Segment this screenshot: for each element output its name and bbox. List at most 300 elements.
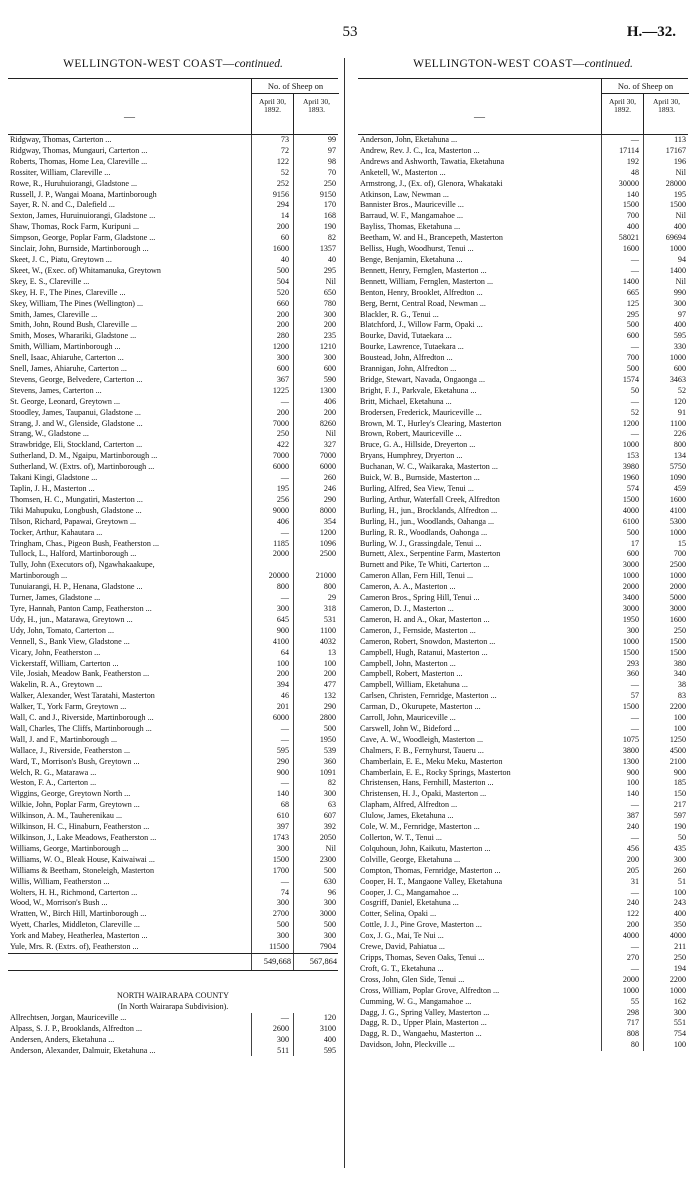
sheep-1892: 3000 (622, 603, 639, 613)
sheep-1893: 1250 (669, 734, 686, 744)
table-row (358, 582, 688, 593)
owner-name: Armstrong, J., (Ex. of), Glenora, Whakataki (360, 178, 503, 188)
sheep-1893: 600 (323, 364, 336, 374)
owner-name: Campbell, William, Eketahuna ... (360, 680, 468, 690)
owner-name: Stoodley, James, Taupanui, Gladstone ... (10, 407, 141, 417)
sheep-1892: 31 (630, 876, 639, 886)
owner-name: Cameron, J., Fernside, Masterton ... (360, 625, 476, 635)
sheep-1893: 1100 (670, 418, 686, 428)
sheep-1893: 98 (327, 156, 336, 166)
table-row (8, 855, 338, 866)
sheep-1893: 194 (673, 963, 686, 973)
sheep-1892: — (280, 734, 289, 744)
sheep-1892: 1500 (622, 647, 639, 657)
table-row (8, 680, 338, 691)
right-column (358, 58, 688, 1051)
sheep-1893: 134 (673, 451, 686, 461)
table-row (8, 299, 338, 310)
sheep-1892: — (280, 396, 289, 406)
sheep-1893: 900 (673, 767, 686, 777)
sheep-1892: 201 (276, 702, 289, 712)
total-1893: 567,864 (309, 956, 337, 966)
owner-name: Bright, F. J., Parkvale, Eketahuna ... (360, 385, 477, 395)
section-subtitle-text: (In North Wairarapa Subdivision). (117, 1001, 229, 1011)
sheep-1893: 100 (673, 887, 686, 897)
owner-name: Chamberlain, E. E., Meku Meku, Masterton (360, 756, 503, 766)
owner-name: Burnett, Alex., Serpentine Farm, Masterton (360, 549, 501, 559)
owner-name: Ward, T., Morrison's Bush, Greytown ... (10, 756, 140, 766)
sheep-1892: 1075 (622, 734, 639, 744)
owner-name: Croft, G. T., Eketahuna ... (360, 963, 444, 973)
sheep-1892: 6000 (272, 462, 289, 472)
table-row (358, 1008, 688, 1019)
sheep-1892: — (630, 135, 639, 144)
owner-name: Andrew, Rev. J. C., Ica, Masterton ... (360, 145, 480, 155)
sheep-1893: 600 (673, 364, 686, 374)
owner-name: Smith, William, Martinborough ... (10, 342, 121, 352)
table-row (358, 757, 688, 768)
sheep-1893: 340 (673, 669, 686, 679)
owner-name: Cooper, H. T., Mangaone Valley, Eketahuna (360, 876, 503, 886)
sheep-1892: — (280, 1012, 289, 1022)
owner-name: Dagg, R. D., Upper Plain, Masterton ... (360, 1018, 487, 1028)
sheep-1893: 28000 (665, 178, 686, 188)
table-row (8, 506, 338, 517)
sheep-1892: 574 (626, 484, 639, 493)
sheep-1892: 200 (626, 854, 639, 864)
table-row (8, 768, 338, 779)
owner-name: Campbell, Robert, Masterton ... (360, 669, 463, 679)
owner-name: Ridgway, Thomas, Mungauri, Carterton ... (10, 145, 148, 155)
table-row (8, 724, 338, 735)
sheep-1892: 200 (276, 407, 289, 417)
table-row (358, 266, 688, 277)
sheep-1893: 551 (673, 1018, 686, 1028)
owner-name: Bourke, Lawrence, Tutaekara ... (360, 342, 464, 352)
table-row (358, 833, 688, 844)
owner-name: Christensen, Hans, Fernhill, Masterton ... (360, 778, 494, 788)
sheep-1893: 2200 (669, 974, 686, 984)
owner-name: Campbell, Hugh, Ratanui, Masterton ... (360, 647, 488, 657)
owner-name: Yule, Mrs. R. (Extrs. of), Featherston ... (10, 942, 139, 952)
right-column-title (358, 58, 688, 78)
table-row (358, 724, 688, 735)
table-row (8, 571, 338, 582)
sheep-1893: 4500 (669, 745, 686, 755)
table-row (8, 713, 338, 724)
table-row (358, 855, 688, 866)
owner-name: Wratten, W., Birch Hill, Martinborough ... (10, 909, 147, 919)
owner-name: Martinborough ... (10, 571, 68, 581)
sheep-1893: 700 (673, 549, 686, 559)
sheep-1893: 754 (673, 1029, 686, 1039)
table-row (8, 757, 338, 768)
table-row (8, 397, 338, 408)
sheep-1892: 808 (626, 1029, 639, 1039)
owner-name: Shaw, Thomas, Rock Farm, Kuripuni ... (10, 222, 140, 232)
table-row (8, 310, 338, 321)
table-row (358, 735, 688, 746)
owner-name: Bannister Bros., Mauriceville ... (360, 200, 464, 210)
table-row (358, 964, 688, 975)
sheep-1892: 1743 (272, 833, 289, 842)
sheep-1893: 97 (327, 145, 336, 155)
sheep-1892: 1950 (622, 614, 639, 624)
table-row (358, 800, 688, 811)
sheep-1893: 595 (323, 1045, 336, 1055)
owner-name: Bennett, William, Fernglen, Masterton ... (360, 276, 494, 286)
owner-name: Chamberlain, E. E., Rocky Springs, Masterton (360, 767, 511, 777)
table-row (8, 800, 338, 811)
sheep-1892: 48 (630, 167, 639, 177)
sheep-1893: 4100 (669, 505, 686, 515)
sheep-1892: — (630, 429, 639, 439)
sheep-1892: 2000 (272, 549, 289, 559)
table-row (358, 440, 688, 451)
sheep-1892: 100 (626, 778, 639, 788)
table-row (8, 1046, 338, 1057)
table-row (358, 244, 688, 255)
sheep-1893: 120 (673, 396, 686, 406)
owner-name: Beetham, W. and H., Brancepeth, Masterton (360, 233, 503, 243)
sheep-1893: 1100 (320, 625, 336, 635)
table-row (358, 517, 688, 528)
owner-name: Burling, Arthur, Waterfall Creek, Alfredton (360, 494, 500, 504)
sheep-1892: 900 (626, 767, 639, 777)
sheep-1893: Nil (325, 843, 336, 853)
sheep-1893: 132 (323, 691, 336, 701)
sheep-1892: 394 (276, 680, 289, 690)
sheep-1892: 122 (626, 909, 639, 919)
sheep-1893: 300 (673, 854, 686, 864)
page-reference: H.—32. (626, 24, 676, 40)
owner-name: Wall, J. and F., Martinborough ... (10, 734, 118, 744)
sheep-1893: 1500 (669, 647, 686, 657)
sheep-1892: 422 (276, 440, 289, 450)
table-row (8, 888, 338, 899)
sheep-1892: — (280, 473, 289, 483)
sheep-1893: 327 (323, 440, 336, 450)
sheep-1892: 20000 (268, 571, 289, 581)
sheep-1893: 2000 (669, 582, 686, 592)
sheep-1892: — (280, 876, 289, 886)
owner-name: Tilson, Richard, Papawai, Greytown ... (10, 516, 137, 526)
sheep-1892: 125 (626, 298, 639, 308)
table-row (8, 451, 338, 462)
sheep-1892: 397 (276, 822, 289, 832)
owner-name: Tyre, Hannah, Panton Camp, Featherston ... (10, 603, 152, 613)
sheep-1893: 50 (677, 833, 686, 842)
sheep-1893: 63 (327, 800, 336, 810)
sheep-1892: — (630, 723, 639, 733)
owner-name: Vennell, S., Bank View, Gladstone ... (10, 636, 130, 646)
owner-name: Wood, W., Morrison's Bush ... (10, 898, 108, 908)
column-divider (344, 58, 345, 1168)
owner-name: Cumming, W. G., Mangamahoe ... (360, 996, 472, 1006)
sheep-1892: — (630, 800, 639, 810)
table-row (358, 560, 688, 571)
sheep-1893: 190 (323, 222, 336, 232)
sheep-1892: 1200 (272, 342, 289, 352)
sheep-1893: 300 (323, 931, 336, 941)
table-row (8, 429, 338, 440)
sheep-1893: 539 (323, 745, 336, 755)
sheep-1892: 240 (626, 898, 639, 908)
owner-name: Burling, H., jun., Woodlands, Oahanga ... (360, 516, 495, 526)
owner-name: Vickerstaff, William, Carterton ... (10, 658, 119, 668)
sheep-1893: 195 (673, 189, 686, 199)
owner-name: Andersen, Anders, Eketahuna ... (10, 1034, 115, 1044)
sheep-1892: 200 (276, 669, 289, 679)
table-row (358, 1040, 688, 1051)
table-row (358, 1018, 688, 1029)
sheep-1892: 72 (280, 145, 289, 155)
sheep-1892: 600 (626, 331, 639, 341)
sheep-1892: 64 (280, 647, 289, 657)
sheep-1892: 2700 (272, 909, 289, 919)
owner-name: Skey, E. S., Clareville ... (10, 276, 90, 286)
owner-name: Wolters, H. H., Richmond, Carterton ... (10, 887, 138, 897)
sheep-1892: 300 (276, 931, 289, 941)
sheep-1893: 1300 (319, 385, 336, 395)
owner-name: Vicary, John, Featherston ... (10, 647, 101, 657)
owner-name: Compton, Thomas, Fernridge, Masterton ... (360, 865, 501, 875)
table-row (8, 702, 338, 713)
sheep-1893: 295 (323, 265, 336, 275)
table-row (358, 909, 688, 920)
sheep-1893: 1210 (319, 342, 336, 352)
north-wairarapa-section (8, 971, 338, 1056)
sheep-1893: Nil (325, 429, 336, 439)
owner-name: Britt, Michael, Eketahuna ... (360, 396, 452, 406)
table-row (358, 615, 688, 626)
owner-name: Burling, H., jun., Brocklands, Alfredton ... (360, 505, 498, 515)
sheep-1892: 1225 (272, 385, 289, 395)
sheep-1893: 4032 (319, 636, 336, 646)
table-row (358, 255, 688, 266)
sheep-1893: 200 (323, 407, 336, 417)
sheep-1893: 260 (673, 865, 686, 875)
owner-name: Wilkinson, A. M., Tauherenikau ... (10, 811, 123, 821)
owner-name: Cole, W. M., Fernridge, Masterton ... (360, 822, 480, 832)
section-title-text: NORTH WAIRARAPA COUNTY (117, 990, 229, 1000)
table-row (8, 626, 338, 637)
sheep-1892: 300 (276, 603, 289, 613)
table-row (358, 680, 688, 691)
sheep-1892: 800 (276, 582, 289, 592)
table-row (8, 528, 338, 539)
sheep-1892: 6000 (272, 713, 289, 723)
sheep-1892: 1600 (272, 244, 289, 254)
table-row (8, 473, 338, 484)
sheep-1893: 29 (327, 593, 336, 603)
owner-name: Dagg, R. D., Wangaehu, Masterton ... (360, 1029, 482, 1039)
sheep-1893: 300 (673, 1007, 686, 1017)
owner-name: Cottle, J. J., Pine Grove, Masterton ... (360, 920, 482, 930)
owner-name: Sexton, James, Huruinuiorangi, Gladstone ... (10, 211, 156, 221)
sheep-1893: 590 (323, 374, 336, 384)
sheep-1892: 300 (276, 1034, 289, 1044)
owner-name: Wallace, J., Riverside, Featherston ... (10, 745, 131, 755)
table-row (8, 833, 338, 844)
owner-name: Rossiter, William, Clareville ... (10, 167, 111, 177)
owner-name: Campbell, John, Masterton ... (360, 658, 456, 668)
sheep-1893: 3463 (669, 374, 686, 384)
owner-name: Cross, William, Poplar Grove, Alfredton ... (360, 985, 500, 995)
table-row (358, 637, 688, 648)
table-row (358, 942, 688, 953)
sheep-1892: — (280, 593, 289, 603)
table-row (358, 157, 688, 168)
left-year-1892: April 30, 1892. (252, 94, 294, 134)
owner-name: Andrews and Ashworth, Tawatia, Eketahuna (360, 156, 505, 166)
table-row (358, 331, 688, 342)
owner-name: Blackler, R. G., Tenui ... (360, 309, 439, 319)
owner-name: Strawbridge, Eli, Stockland, Carterton ... (10, 440, 143, 450)
sheep-1892: 73 (280, 135, 289, 144)
table-row (358, 408, 688, 419)
sheep-1892: 500 (626, 364, 639, 374)
table-row (358, 190, 688, 201)
sheep-1893: 100 (673, 1040, 686, 1050)
sheep-1893: 3100 (319, 1023, 336, 1033)
table-row (8, 353, 338, 364)
sheep-1893: 400 (673, 222, 686, 232)
sheep-1892: 290 (276, 756, 289, 766)
sheep-1892: 1000 (622, 571, 639, 581)
sheep-1893: 200 (323, 320, 336, 330)
left-column (8, 58, 338, 1056)
section-table-body (8, 1013, 338, 1057)
sheep-1892: 74 (280, 887, 289, 897)
table-row (358, 222, 688, 233)
owner-name: Brannigan, John, Alfredton ... (360, 364, 457, 374)
sheep-1892: 252 (276, 178, 289, 188)
sheep-1892: 500 (276, 920, 289, 930)
sheep-1893: 6000 (319, 462, 336, 472)
sheep-1893: 1357 (319, 244, 336, 254)
owner-name: Tunuiarangi, H. P., Henana, Gladstone ... (10, 582, 143, 592)
table-row (8, 146, 338, 157)
owner-name: Burling, R. R., Woodlands, Oahonga ... (360, 527, 488, 537)
sheep-1893: 1091 (319, 767, 336, 777)
sheep-1893: 300 (323, 309, 336, 319)
sheep-1893: 650 (323, 287, 336, 297)
sheep-1892: 140 (626, 789, 639, 799)
owner-name: Wilkinson, J., Lake Meadows, Featherston ... (10, 833, 157, 842)
table-row (8, 549, 338, 560)
table-row (8, 168, 338, 179)
sheep-1893: 82 (327, 233, 336, 243)
sheep-1892: 1700 (272, 865, 289, 875)
owner-name: Colquhoun, John, Kaikutu, Masterton ... (360, 843, 491, 853)
sheep-1893: 246 (323, 484, 336, 493)
left-title-italic: continued. (234, 58, 283, 70)
table-row (8, 419, 338, 430)
sheep-1893: Nil (675, 167, 686, 177)
table-row (358, 211, 688, 222)
owner-name: Bennett, Henry, Fernglen, Masterton ... (360, 265, 487, 275)
sheep-1893: 51 (677, 876, 686, 886)
owner-name: Blatchford, J., Willow Farm, Opaki ... (360, 320, 483, 330)
table-row (8, 1035, 338, 1046)
table-row (358, 386, 688, 397)
table-row (8, 604, 338, 615)
sheep-1893: 52 (677, 385, 686, 395)
right-header-dash: — (474, 111, 485, 123)
sheep-1893: 250 (673, 625, 686, 635)
owner-name: Wakelin, R. A., Greytown ... (10, 680, 103, 690)
owner-name: Simpson, George, Poplar Farm, Gladstone ... (10, 233, 156, 243)
sheep-1892: 250 (276, 429, 289, 439)
table-row (358, 310, 688, 321)
owner-name: Cripps, Thomas, Seven Oaks, Tenui ... (360, 952, 485, 962)
owner-name: Strang, J. and W., Glenside, Gladstone ... (10, 418, 143, 428)
sheep-1892: 3980 (622, 462, 639, 472)
sheep-1892: 360 (626, 669, 639, 679)
owner-name: Clulow, James, Eketahuna ... (360, 811, 454, 821)
sheep-1892: 68 (280, 800, 289, 810)
sheep-1893: 100 (673, 723, 686, 733)
table-row (358, 746, 688, 757)
sheep-1893: 300 (323, 898, 336, 908)
owner-name: Bridge, Stewart, Navada, Ongaonga ... (360, 374, 485, 384)
page-number: 53 (342, 24, 358, 40)
owner-name: Cameron, A. A., Masterton ... (360, 582, 456, 592)
sheep-1893: 630 (323, 876, 336, 886)
sheep-1892: 511 (277, 1045, 289, 1055)
sheep-1893: 4000 (669, 931, 686, 941)
table-row (358, 277, 688, 288)
table-row (8, 408, 338, 419)
table-row (8, 942, 338, 953)
sheep-1892: 192 (626, 156, 639, 166)
table-row (8, 898, 338, 909)
table-row (358, 233, 688, 244)
table-row (358, 768, 688, 779)
sheep-1893: 120 (323, 1012, 336, 1022)
sheep-1893: 500 (323, 865, 336, 875)
sheep-1892: 200 (276, 222, 289, 232)
owner-name: Cotter, Selina, Opaki ... (360, 909, 437, 919)
sheep-1892: 205 (626, 865, 639, 875)
table-row (358, 364, 688, 375)
sheep-1893: 500 (323, 723, 336, 733)
table-row (8, 789, 338, 800)
sheep-1893: 211 (674, 942, 686, 952)
sheep-1892: 1000 (622, 985, 639, 995)
owner-name: Buchanan, W. C., Waikaraka, Masterton ... (360, 462, 498, 472)
table-row (8, 931, 338, 942)
sheep-1893: 1000 (669, 527, 686, 537)
table-row (8, 648, 338, 659)
sheep-1892: 200 (276, 320, 289, 330)
table-row (8, 266, 338, 277)
owner-name: Cooper, J. C., Mangamahoe ... (360, 887, 459, 897)
table-row (8, 582, 338, 593)
table-row (358, 822, 688, 833)
owner-name: Davidson, John, Pleckville ... (360, 1040, 455, 1050)
owner-name: Skeet, W., (Exec. of) Whitamanuka, Greytown (10, 265, 161, 275)
sheep-1892: 900 (276, 767, 289, 777)
owner-name: Brodersen, Frederick, Mauriceville ... (360, 407, 482, 417)
sheep-1893: 3000 (319, 909, 336, 919)
table-row (358, 353, 688, 364)
left-title-main: WELLINGTON-WEST COAST— (63, 58, 235, 70)
sheep-1892: 1185 (273, 538, 289, 548)
table-row (8, 637, 338, 648)
owner-name: Wyett, Charles, Middleton, Clareville ... (10, 920, 140, 930)
